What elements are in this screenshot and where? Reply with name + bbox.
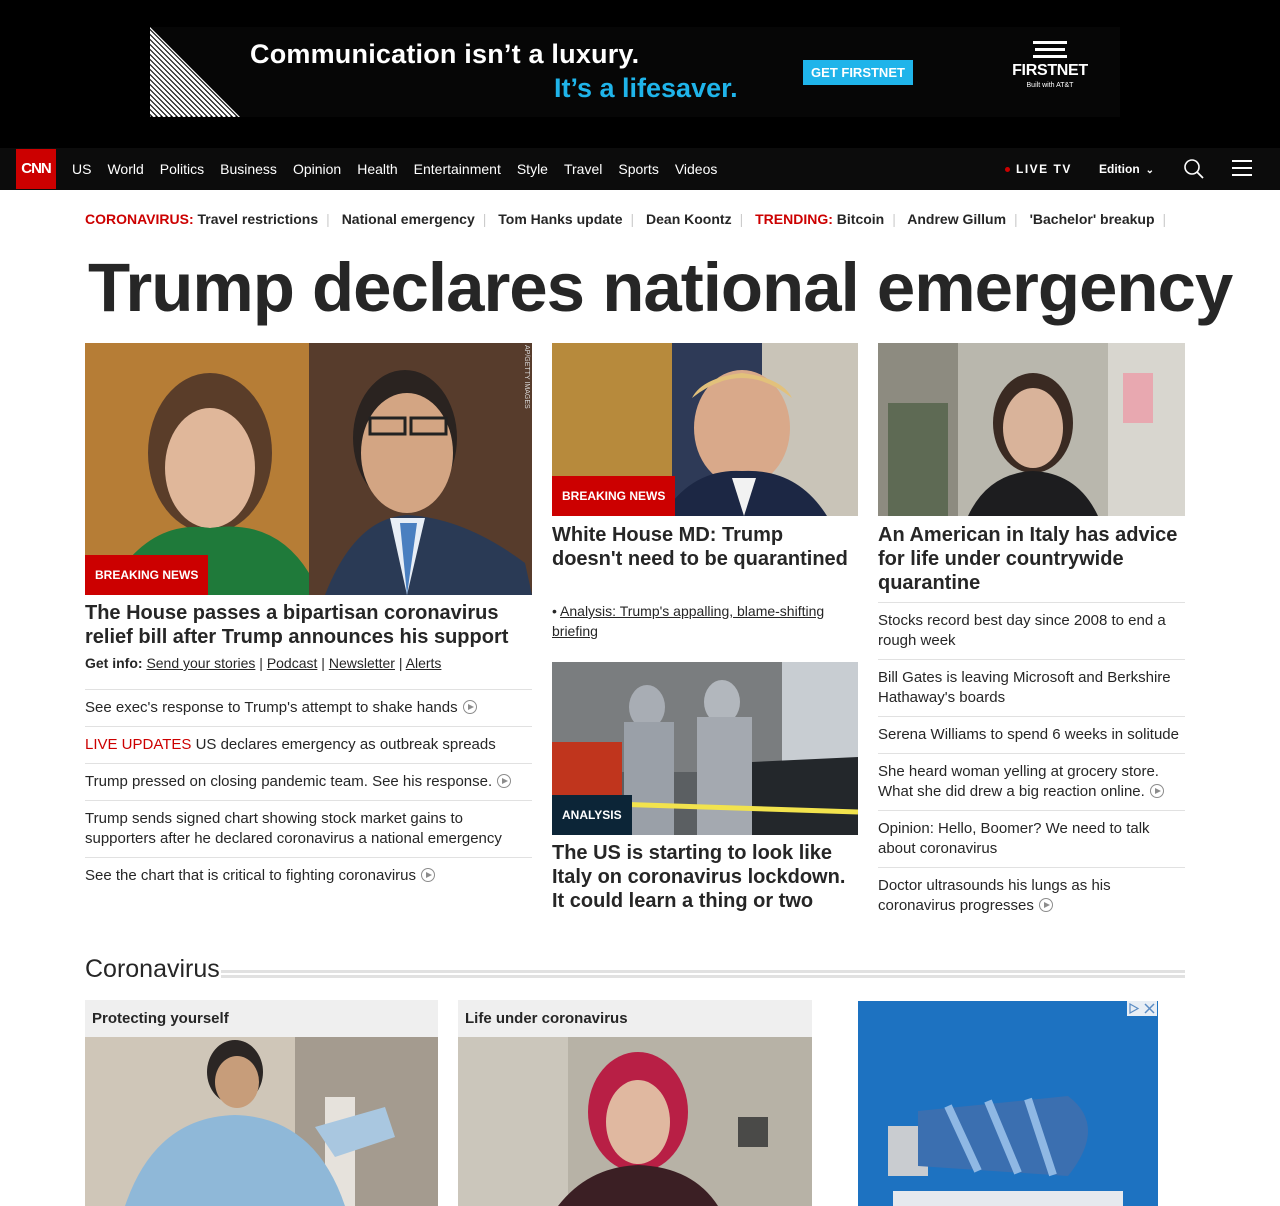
photo-credit: AP/GETTY IMAGES bbox=[523, 345, 530, 409]
drill-ad-image[interactable] bbox=[858, 1001, 1158, 1206]
list-item[interactable] bbox=[85, 800, 532, 857]
live-updates-label: LIVE UPDATES bbox=[85, 736, 192, 753]
newsletter-link[interactable]: Newsletter bbox=[328, 655, 395, 671]
play-video-icon bbox=[1039, 898, 1053, 912]
coronavirus-label: CORONAVIRUS: bbox=[85, 211, 194, 227]
nav-travel[interactable]: Travel bbox=[563, 161, 603, 177]
nav-health[interactable]: Health bbox=[357, 161, 398, 177]
trending-label: TRENDING: bbox=[755, 211, 833, 227]
right-related-list bbox=[878, 602, 1185, 924]
card-header-protecting[interactable]: Protecting yourself bbox=[85, 1000, 438, 1037]
italy-video-image[interactable] bbox=[878, 343, 1185, 516]
live-dot-icon bbox=[1005, 167, 1010, 172]
lead-related-list bbox=[85, 689, 532, 894]
trend-link[interactable]: Andrew Gillum bbox=[907, 211, 1007, 227]
live-tv-link[interactable] bbox=[1005, 162, 1072, 176]
play-video-icon bbox=[1150, 784, 1164, 798]
list-item-text: Opinion: Hello, Boomer? We need to talk about coronavirus bbox=[878, 820, 1150, 857]
alerts-link[interactable]: Alerts bbox=[405, 655, 442, 671]
list-item-text: Serena Williams to spend 6 weeks in solitude bbox=[878, 726, 1179, 743]
list-item-text: Bill Gates is leaving Microsoft and Berkshire Hathaway's boards bbox=[878, 669, 1171, 706]
ad-creative[interactable] bbox=[150, 27, 1120, 117]
trump-story-title[interactable]: White House MD: Trump doesn't need to be quarantined bbox=[552, 524, 848, 570]
breaking-news-badge: BREAKING NEWS bbox=[85, 555, 208, 595]
trump-story-image[interactable] bbox=[552, 343, 858, 516]
main-nav bbox=[0, 148, 1280, 190]
trend-link[interactable]: Travel restrictions bbox=[197, 211, 319, 227]
trend-link[interactable]: 'Bachelor' breakup bbox=[1029, 211, 1155, 227]
play-video-icon bbox=[497, 774, 511, 788]
list-item[interactable] bbox=[878, 602, 1185, 659]
nav-politics[interactable]: Politics bbox=[159, 161, 205, 177]
list-item[interactable] bbox=[878, 753, 1185, 810]
nav-videos[interactable]: Videos bbox=[674, 161, 718, 177]
edition-dropdown[interactable] bbox=[1099, 162, 1154, 176]
search-icon[interactable] bbox=[1183, 158, 1205, 180]
list-item-text: Trump sends signed chart showing stock market gains to supporters after he declared coronavirus a national emergency bbox=[85, 810, 502, 847]
chevron-down-icon: ⌄ bbox=[1145, 165, 1155, 176]
firstnet-logo bbox=[1000, 41, 1100, 89]
trend-link[interactable]: Tom Hanks update bbox=[498, 211, 623, 227]
breaking-news-badge: BREAKING NEWS bbox=[552, 476, 675, 516]
ad-subheadline: It’s a lifesaver. bbox=[554, 73, 738, 103]
section-title[interactable]: Coronavirus bbox=[85, 955, 220, 983]
italy-story-image[interactable] bbox=[552, 662, 858, 835]
trend-link[interactable]: National emergency bbox=[341, 211, 475, 227]
analysis-link-row: • Analysis: Trump's appalling, blame-shifting briefing bbox=[552, 603, 825, 639]
analysis-link[interactable]: Analysis: Trump's appalling, blame-shifting briefing bbox=[552, 603, 825, 639]
list-item[interactable] bbox=[85, 689, 532, 726]
trend-link[interactable]: Bitcoin bbox=[836, 211, 885, 227]
lead-story-title[interactable]: The House passes a bipartisan coronavirus relief bill after Trump announces his support bbox=[85, 602, 509, 648]
list-item-text: Doctor ultrasounds his lungs as his coronavirus progresses bbox=[878, 877, 1111, 914]
american-italy-title[interactable]: An American in Italy has advice for life under countrywide quarantine bbox=[878, 524, 1178, 594]
ad-banner[interactable] bbox=[0, 0, 1280, 148]
live-tv-label: LIVE TV bbox=[1016, 162, 1072, 176]
firstnet-bars-icon bbox=[1000, 41, 1100, 58]
list-item-text: Stocks record best day since 2008 to end a rough week bbox=[878, 612, 1166, 649]
protecting-yourself-image[interactable] bbox=[85, 1037, 438, 1206]
analysis-badge: ANALYSIS bbox=[552, 795, 632, 835]
list-item[interactable] bbox=[878, 867, 1185, 924]
life-under-coronavirus-image[interactable] bbox=[458, 1037, 812, 1206]
firstnet-brand: FIRSTNET bbox=[1012, 62, 1088, 79]
nav-business[interactable]: Business bbox=[220, 161, 277, 177]
card-header-life[interactable]: Life under coronavirus bbox=[458, 1000, 812, 1037]
ad-choices-icon[interactable] bbox=[1127, 1001, 1157, 1016]
list-item[interactable] bbox=[878, 659, 1185, 716]
list-item[interactable] bbox=[85, 726, 532, 763]
play-video-icon bbox=[421, 868, 435, 882]
trending-bar: CORONAVIRUS: Travel restrictions | National emergency | Tom Hanks update | Dean Koontz | TRENDING: Bitcoin | Andrew Gillum | 'Bachelor' breakup | bbox=[85, 211, 1167, 227]
get-info-label: Get info: bbox=[85, 655, 143, 671]
list-item-text: See exec's response to Trump's attempt to shake hands bbox=[85, 699, 458, 716]
nav-opinion[interactable]: Opinion bbox=[292, 161, 342, 177]
list-item[interactable] bbox=[878, 716, 1185, 753]
edition-label: Edition bbox=[1099, 162, 1140, 176]
send-stories-link[interactable]: Send your stories bbox=[146, 655, 256, 671]
hamburger-menu-icon[interactable] bbox=[1232, 160, 1252, 178]
list-item-text: See the chart that is critical to fighting coronavirus bbox=[85, 867, 416, 884]
italy-story-title[interactable]: The US is starting to look like Italy on coronavirus lockdown. It could learn a thing or two bbox=[552, 842, 846, 912]
nav-style[interactable]: Style bbox=[516, 161, 548, 177]
list-item[interactable] bbox=[878, 810, 1185, 867]
section-divider bbox=[221, 970, 1185, 978]
list-item[interactable] bbox=[85, 763, 532, 800]
list-item[interactable] bbox=[85, 857, 532, 894]
page-headline[interactable]: Trump declares national emergency bbox=[88, 249, 1233, 326]
list-item-text: US declares emergency as outbreak spreads bbox=[191, 736, 496, 753]
nav-links bbox=[72, 148, 733, 190]
podcast-link[interactable]: Podcast bbox=[266, 655, 318, 671]
play-video-icon bbox=[463, 700, 477, 714]
nav-us[interactable]: US bbox=[72, 161, 92, 177]
firstnet-tagline: Built with AT&T bbox=[1026, 82, 1074, 89]
list-item-text: Trump pressed on closing pandemic team. See his response. bbox=[85, 773, 493, 790]
cnn-logo[interactable]: CNN bbox=[16, 149, 56, 189]
lead-story-image[interactable] bbox=[85, 343, 532, 595]
ad-stripes-graphic bbox=[150, 27, 240, 117]
nav-entertainment[interactable]: Entertainment bbox=[413, 161, 501, 177]
ad-headline: Communication isn’t a luxury. bbox=[250, 39, 640, 69]
nav-sports[interactable]: Sports bbox=[618, 161, 659, 177]
trend-link[interactable]: Dean Koontz bbox=[646, 211, 732, 227]
nav-world[interactable]: World bbox=[107, 161, 144, 177]
ad-cta-button[interactable]: GET FIRSTNET bbox=[803, 60, 913, 85]
get-info-links: Get info: Send your stories | Podcast | Newsletter | Alerts bbox=[85, 655, 442, 671]
list-item-text: She heard woman yelling at grocery store. What she did drew a big reaction online. bbox=[878, 763, 1159, 800]
